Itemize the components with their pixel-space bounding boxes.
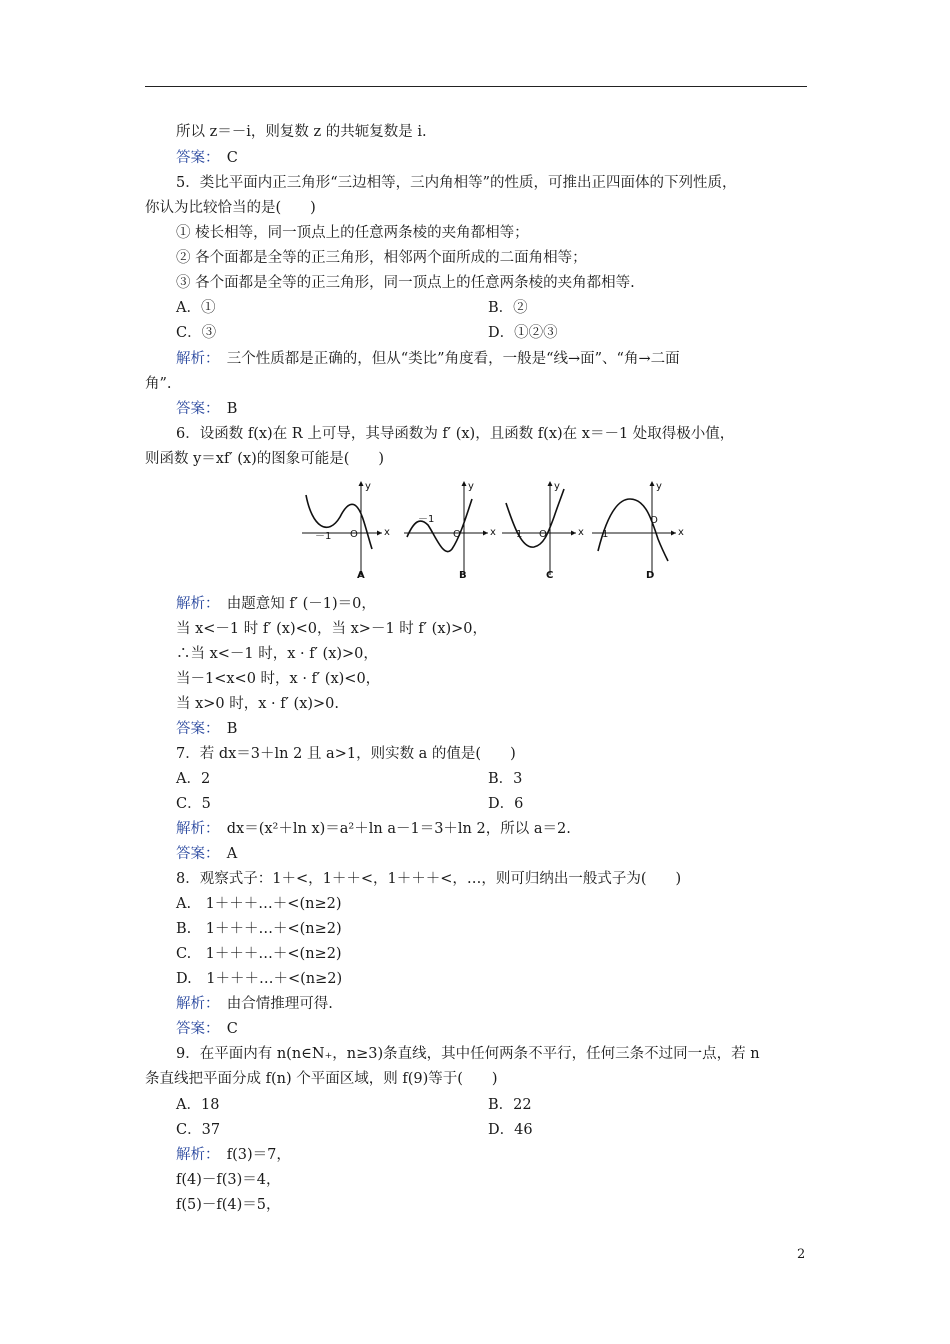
x-axis-label: x [678,527,684,538]
question-9-cont: 条直线把平面分成 f(n) 个平面区域，则 f(9)等于( ) [145,1071,498,1087]
text-line: 所以 z＝－i，则复数 z 的共轭复数是 i. [176,124,427,140]
graph-a [302,481,390,581]
y-axis-label: y [656,481,662,492]
choice-c: C. 1＋＋＋…＋<(n≥2) [176,946,342,962]
graph-caption: D [646,570,655,581]
solution-label: 解析： [176,596,213,612]
choice-a: A．2 [176,771,211,787]
choice-c: C．③ [176,325,217,341]
answer-label: 答案： [176,721,213,737]
solution-line [176,1145,291,1165]
answer-value: C [226,150,238,166]
choice-a: A．① [176,300,216,316]
choice-a: A．18 [176,1097,220,1113]
option-2: ② 各个面都是全等的正三角形，相邻两个面所成的二面角相等； [176,250,587,266]
graph-d [592,481,684,581]
origin-label: O [650,515,658,526]
choice-d: D．46 [488,1122,533,1138]
solution-cont: 角”. [145,376,172,392]
tick-label: －1 [592,529,609,540]
y-axis-label: y [365,481,371,492]
choice-b: B．② [488,300,528,316]
solution-text: 由题意知 f′ (－1)＝0， [226,596,376,612]
choice-a: A. 1＋＋＋…＋<(n≥2) [176,896,342,912]
choice-d: D. 1＋＋＋…＋<(n≥2) [176,971,343,987]
solution-line [176,994,333,1014]
choice-c: C．5 [176,796,211,812]
answer-line [176,1019,238,1039]
choice-b: B. 1＋＋＋…＋<(n≥2) [176,921,342,937]
x-axis-label: x [578,527,584,538]
y-axis-label: y [468,481,474,492]
y-axis-label: y [554,481,560,492]
solution-label: 解析： [176,351,213,367]
solution-step: f(5)－f(4)＝5， [176,1197,281,1213]
choice-d: D．6 [488,796,524,812]
graph-c [502,481,584,581]
graph-b [404,481,496,581]
origin-label: O [453,529,461,540]
solution-line [176,819,571,839]
origin-label: O [350,529,358,540]
question-9: 9．在平面内有 n(n∈N₊，n≥3)条直线，其中任何两条不平行，任何三条不过同一点，若 n [176,1046,760,1062]
solution-step: ∴当 x<－1 时，x · f′ (x)>0， [176,646,378,662]
answer-label: 答案： [176,401,213,417]
function-graphs [300,477,690,587]
solution-label: 解析： [176,821,213,837]
solution-step: f(4)－f(3)＝4， [176,1172,281,1188]
solution-label: 解析： [176,1147,213,1163]
choice-c: C．37 [176,1122,221,1138]
answer-value: B [226,401,238,417]
graph-caption: C [546,570,554,581]
solution-line [176,349,680,369]
graph-caption: B [459,570,467,581]
question-6: 6．设函数 f(x)在 R 上可导，其导函数为 f′ (x)，且函数 f(x)在 x＝－1 处取得极小值， [176,426,735,442]
solution-text: 三个性质都是正确的，但从“类比”角度看，一般是“线→面”、“角→二面 [226,351,680,367]
answer-line [176,719,237,739]
tick-label: －1 [418,514,435,525]
page-number: 2 [797,1247,806,1262]
choice-b: B．3 [488,771,523,787]
solution-step: 当－1<x<0 时，x · f′ (x)<0， [176,671,381,687]
option-3: ③ 各个面都是全等的正三角形，同一顶点上的任意两条棱的夹角都相等. [176,275,635,291]
solution-step: 当 x<－1 时 f′ (x)<0，当 x>－1 时 f′ (x)>0， [176,621,488,637]
answer-label: 答案： [176,846,213,862]
answer-line [176,844,237,864]
question-6-cont: 则函数 y＝xf′ (x)的图象可能是( ) [145,451,385,467]
tick-label: －1 [315,531,332,542]
question-5: 5．类比平面内正三角形“三边相等，三内角相等”的性质，可推出正四面体的下列性质， [176,175,737,191]
x-axis-label: x [384,527,390,538]
question-5-cont: 你认为比较恰当的是( ) [145,200,316,216]
solution-text: f(3)＝7， [226,1147,291,1163]
answer-value: C [226,1021,238,1037]
tick-label: －1 [506,529,523,540]
solution-step: 当 x>0 时，x · f′ (x)>0. [176,696,340,712]
origin-label: O [539,529,547,540]
choice-d: D．①②③ [488,325,558,341]
answer-line [176,399,237,419]
option-1: ① 棱长相等，同一顶点上的任意两条棱的夹角都相等； [176,225,529,241]
choice-b: B．22 [488,1097,532,1113]
question-8: 8．观察式子：1＋<，1＋＋<，1＋＋＋<，…，则可归纳出一般式子为( ) [176,871,682,887]
x-axis-label: x [490,527,496,538]
solution-text: 由合情推理可得. [226,996,333,1012]
solution-text: dx＝(x²＋ln x)＝a²＋ln a－1＝3＋ln 2，所以 a＝2. [226,821,571,837]
header-rule [145,86,807,87]
answer-label: 答案： [176,150,213,166]
answer-value: B [226,721,238,737]
graph-caption: A [357,570,365,581]
solution-line [176,594,376,614]
question-7: 7．若 dx＝3＋ln 2 且 a>1，则实数 a 的值是( ) [176,746,516,762]
answer-line [176,148,238,168]
answer-value: A [226,846,238,862]
answer-label: 答案： [176,1021,213,1037]
solution-label: 解析： [176,996,213,1012]
